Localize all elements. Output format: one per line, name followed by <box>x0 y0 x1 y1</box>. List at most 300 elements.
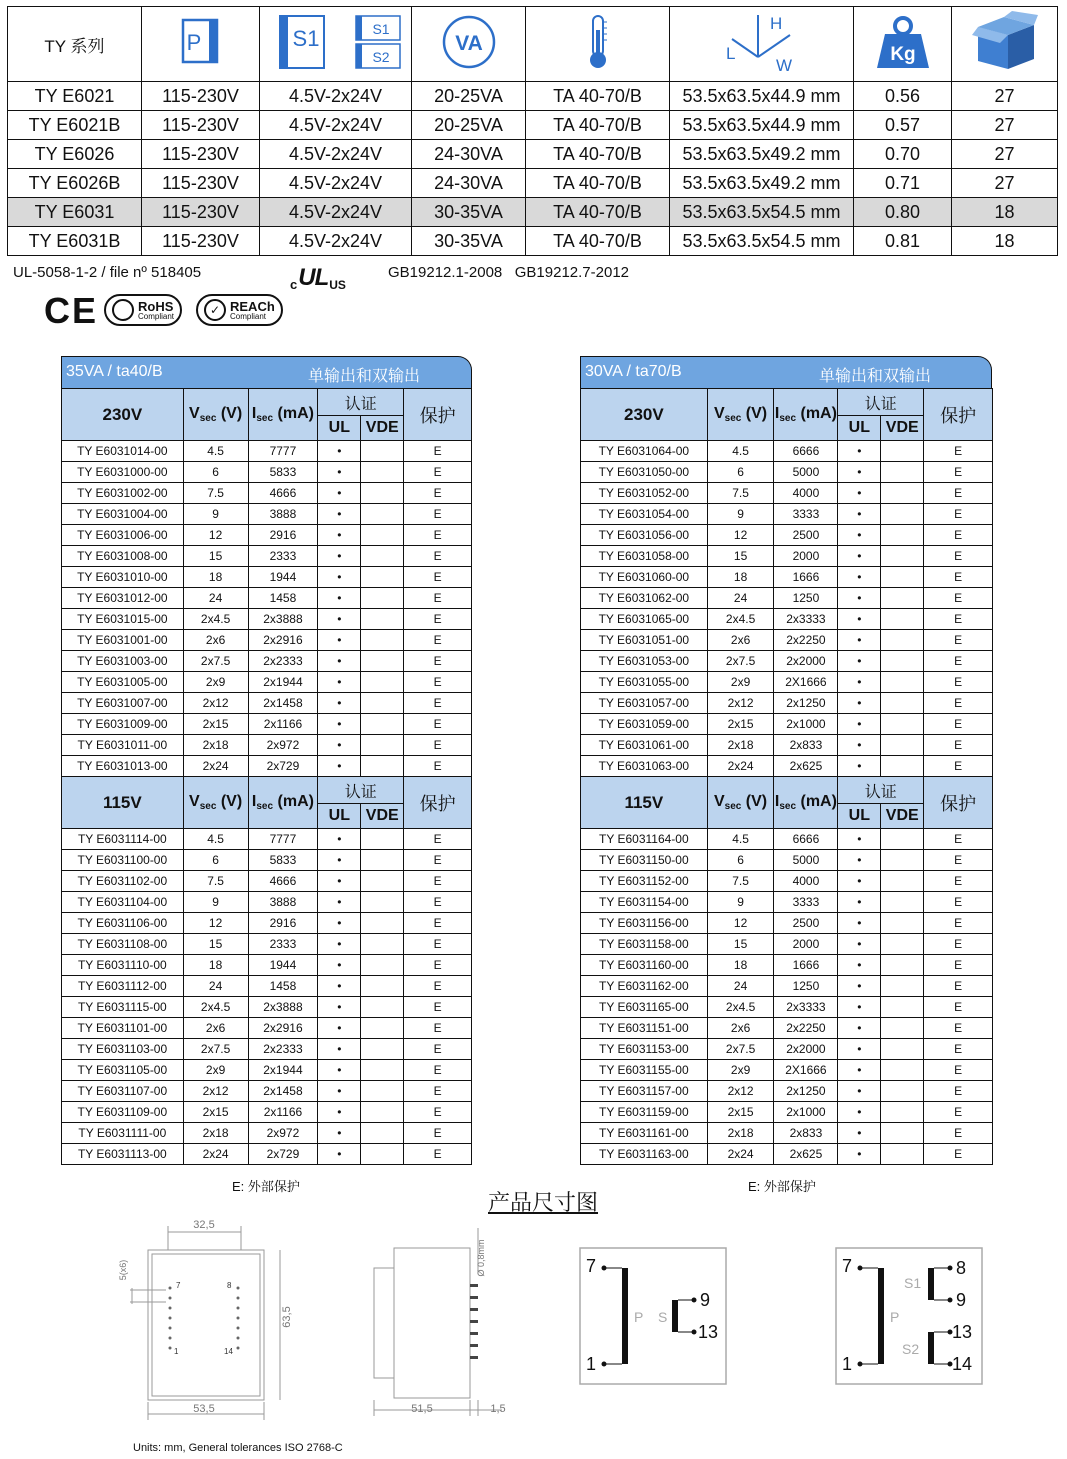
side-pin-diameter: Ø 0,8mm <box>476 1239 486 1277</box>
dual-s2-label: S2 <box>902 1341 920 1357</box>
weight-icon <box>854 7 952 82</box>
part-cell <box>361 504 404 525</box>
part-cell: E <box>924 609 993 630</box>
part-cell <box>361 997 404 1018</box>
part-cell: 2333 <box>248 546 318 567</box>
part-cell: TY E6031106-00 <box>62 913 184 934</box>
part-cell: TY E6031103-00 <box>62 1039 184 1060</box>
part-row <box>62 735 472 756</box>
series-cell: 18 <box>952 198 1058 227</box>
right-panel-tab <box>580 356 992 388</box>
dual-pin-9: 9 <box>956 1290 967 1310</box>
part-row <box>581 955 993 976</box>
parts-header-row <box>62 389 472 416</box>
part-row <box>62 672 472 693</box>
vsec-header: $V_{sec}$ (V) <box>183 777 248 829</box>
part-cell: 2x15 <box>183 1102 248 1123</box>
part-cell: 15 <box>707 934 774 955</box>
part-cell: • <box>318 693 361 714</box>
part-cell: 7.5 <box>707 871 774 892</box>
part-row <box>581 546 993 567</box>
left-parts-table <box>61 388 472 1165</box>
part-cell: 15 <box>183 934 248 955</box>
part-row <box>62 567 472 588</box>
dual-output-schematic <box>834 1246 984 1386</box>
part-cell: 2x2333 <box>248 1039 318 1060</box>
part-cell: 15 <box>707 546 774 567</box>
part-row <box>581 462 993 483</box>
part-cell: 2x9 <box>183 1060 248 1081</box>
part-cell: 1250 <box>774 976 838 997</box>
part-cell <box>361 1102 404 1123</box>
part-row <box>62 609 472 630</box>
dual-pin-14: 14 <box>952 1354 973 1374</box>
part-cell: TY E6031063-00 <box>581 756 708 777</box>
part-row <box>581 756 993 777</box>
part-row <box>62 871 472 892</box>
part-cell: TY E6031013-00 <box>62 756 184 777</box>
dual-s1-label: S1 <box>904 1275 922 1291</box>
part-cell: E <box>924 850 993 871</box>
part-cell: • <box>318 997 361 1018</box>
part-cell: 2x7.5 <box>707 651 774 672</box>
part-cell: E <box>404 483 472 504</box>
protection-header: 保护 <box>404 777 472 829</box>
series-cell: TY E6031B <box>8 227 142 256</box>
part-cell: TY E6031112-00 <box>62 976 184 997</box>
part-cell: 2x6 <box>707 1018 774 1039</box>
part-cell: 2x3333 <box>774 609 838 630</box>
part-cell: E <box>404 997 472 1018</box>
part-cell: • <box>838 483 881 504</box>
protection-header: 保护 <box>924 777 993 829</box>
part-cell: 2x18 <box>707 735 774 756</box>
vde-header: VDE <box>881 804 924 829</box>
vsec-header: $V_{sec}$ (V) <box>707 389 774 441</box>
part-cell: TY E6031165-00 <box>581 997 708 1018</box>
part-cell: TY E6031150-00 <box>581 850 708 871</box>
dual-primary-label: P <box>890 1309 900 1325</box>
part-cell <box>361 934 404 955</box>
part-cell: E <box>404 588 472 609</box>
part-cell: E <box>404 1018 472 1039</box>
isec-header: $I_{sec}$ (mA) <box>774 389 838 441</box>
part-cell: 4.5 <box>707 829 774 850</box>
series-cell: TY E6026 <box>8 140 142 169</box>
series-cell: 53.5x63.5x54.5 mm <box>670 227 854 256</box>
part-cell: • <box>838 934 881 955</box>
part-row <box>581 1102 993 1123</box>
part-cell: TY E6031004-00 <box>62 504 184 525</box>
part-cell: • <box>318 441 361 462</box>
part-cell: 2x1166 <box>248 714 318 735</box>
ce-mark: CE <box>44 290 99 331</box>
part-cell: TY E6031164-00 <box>581 829 708 850</box>
part-cell: 1458 <box>248 976 318 997</box>
part-cell: • <box>838 829 881 850</box>
part-row <box>581 525 993 546</box>
part-cell: 1250 <box>774 588 838 609</box>
checkmark-icon: ✓ <box>204 299 226 321</box>
series-cell: 27 <box>952 111 1058 140</box>
power-icon <box>412 7 526 82</box>
part-cell: • <box>318 1102 361 1123</box>
series-cell: 0.71 <box>854 169 952 198</box>
dimension-drawing-title: 产品尺寸图 <box>488 1191 599 1216</box>
part-cell: • <box>318 892 361 913</box>
part-cell: 2x1000 <box>774 714 838 735</box>
part-cell: • <box>318 1039 361 1060</box>
series-cell: 53.5x63.5x44.9 mm <box>670 111 854 140</box>
vde-header: VDE <box>361 416 404 441</box>
part-cell: 24 <box>707 976 774 997</box>
part-cell: • <box>318 462 361 483</box>
series-cell: 4.5V-2x24V <box>260 198 412 227</box>
part-cell: E <box>924 714 993 735</box>
part-cell: TY E6031113-00 <box>62 1144 184 1165</box>
part-row <box>581 504 993 525</box>
part-cell: E <box>404 630 472 651</box>
part-cell: 2x9 <box>707 672 774 693</box>
dual-pin-8: 8 <box>956 1258 967 1278</box>
right-panel-output-type: 单输出和双输出 <box>819 368 932 385</box>
ul-header: UL <box>318 804 361 829</box>
part-cell: TY E6031011-00 <box>62 735 184 756</box>
series-cell: 24-30VA <box>412 140 526 169</box>
part-cell: 15 <box>183 546 248 567</box>
part-cell: TY E6031052-00 <box>581 483 708 504</box>
part-cell: 2x15 <box>707 1102 774 1123</box>
left-panel-output-type: 单输出和双输出 <box>308 368 421 385</box>
part-cell: TY E6031109-00 <box>62 1102 184 1123</box>
part-cell: TY E6031160-00 <box>581 955 708 976</box>
vde-header: VDE <box>881 416 924 441</box>
series-cell: TY E6026B <box>8 169 142 198</box>
part-cell: 7777 <box>248 441 318 462</box>
part-cell: E <box>404 756 472 777</box>
part-cell: E <box>404 714 472 735</box>
part-cell: 1944 <box>248 955 318 976</box>
part-cell: 2x625 <box>774 1144 838 1165</box>
part-cell: TY E6031151-00 <box>581 1018 708 1039</box>
part-cell: 2x729 <box>248 1144 318 1165</box>
part-cell: TY E6031163-00 <box>581 1144 708 1165</box>
part-cell: • <box>838 1081 881 1102</box>
part-cell: TY E6031102-00 <box>62 871 184 892</box>
part-cell: TY E6031002-00 <box>62 483 184 504</box>
part-cell: TY E6031111-00 <box>62 1123 184 1144</box>
part-cell: 2x1458 <box>248 1081 318 1102</box>
part-cell <box>361 651 404 672</box>
part-cell <box>881 913 924 934</box>
part-cell: TY E6031051-00 <box>581 630 708 651</box>
part-row <box>581 976 993 997</box>
isec-header: $I_{sec}$ (mA) <box>248 777 318 829</box>
part-row <box>581 441 993 462</box>
reach-badge: ✓ REACh Compliant <box>196 294 283 326</box>
part-cell <box>361 714 404 735</box>
series-cell: 0.80 <box>854 198 952 227</box>
part-cell: • <box>838 1102 881 1123</box>
series-row <box>8 111 1058 140</box>
part-cell: E <box>404 913 472 934</box>
part-cell: 18 <box>707 567 774 588</box>
series-cell: 115-230V <box>142 227 260 256</box>
gb-standards-text: GB19212.1-2008 GB19212.7-2012 <box>388 264 630 281</box>
part-row <box>62 1081 472 1102</box>
part-cell <box>881 1039 924 1060</box>
part-cell: TY E6031059-00 <box>581 714 708 735</box>
part-cell: 2x1458 <box>248 693 318 714</box>
part-row <box>581 714 993 735</box>
front-pin-14: 14 <box>224 1347 233 1356</box>
part-cell: • <box>838 546 881 567</box>
part-cell <box>361 756 404 777</box>
part-cell <box>361 976 404 997</box>
part-row <box>62 483 472 504</box>
part-cell: • <box>318 1123 361 1144</box>
series-table <box>7 6 1058 256</box>
part-cell <box>881 483 924 504</box>
part-cell: TY E6031062-00 <box>581 588 708 609</box>
part-cell: • <box>318 1060 361 1081</box>
part-cell: E <box>924 483 993 504</box>
front-pin-1: 1 <box>174 1347 179 1356</box>
front-pin-7: 7 <box>176 1281 181 1290</box>
part-row <box>62 976 472 997</box>
part-cell: • <box>838 672 881 693</box>
left-panel-tab <box>61 356 472 388</box>
part-cell: TY E6031161-00 <box>581 1123 708 1144</box>
part-cell: TY E6031065-00 <box>581 609 708 630</box>
side-depth-dim: 51,5 <box>411 1403 433 1415</box>
part-cell: 2916 <box>248 913 318 934</box>
series-cell: 115-230V <box>142 82 260 111</box>
part-cell <box>881 546 924 567</box>
series-cell: 4.5V-2x24V <box>260 140 412 169</box>
part-cell: 2x12 <box>707 1081 774 1102</box>
single-pin-7: 7 <box>586 1256 597 1276</box>
part-cell: E <box>404 651 472 672</box>
part-cell: E <box>924 976 993 997</box>
part-cell <box>361 1123 404 1144</box>
part-cell: 2x972 <box>248 1123 318 1144</box>
front-height-dim: 63,5 <box>281 1306 293 1328</box>
part-cell: • <box>318 567 361 588</box>
part-cell: TY E6031007-00 <box>62 693 184 714</box>
part-row <box>62 756 472 777</box>
part-row <box>62 546 472 567</box>
part-cell: E <box>924 462 993 483</box>
part-cell: 6 <box>707 462 774 483</box>
part-cell <box>881 651 924 672</box>
part-cell: TY E6031010-00 <box>62 567 184 588</box>
part-cell: 2x6 <box>183 1018 248 1039</box>
part-cell <box>361 1144 404 1165</box>
series-cell: 53.5x63.5x54.5 mm <box>670 198 854 227</box>
part-cell: TY E6031153-00 <box>581 1039 708 1060</box>
series-cell: 0.57 <box>854 111 952 140</box>
parts-header-row <box>581 777 993 804</box>
ul-header: UL <box>838 416 881 441</box>
box-icon <box>952 7 1058 82</box>
part-cell <box>881 1102 924 1123</box>
part-cell: 2x2916 <box>248 630 318 651</box>
part-cell: • <box>318 504 361 525</box>
part-cell: TY E6031058-00 <box>581 546 708 567</box>
part-cell: 6 <box>707 850 774 871</box>
part-cell: 2x6 <box>183 630 248 651</box>
part-cell: 24 <box>707 588 774 609</box>
part-cell <box>881 1060 924 1081</box>
voltage-section-label: 115V <box>62 777 184 829</box>
series-cell: 20-25VA <box>412 82 526 111</box>
part-cell: • <box>838 1039 881 1060</box>
part-cell: 7777 <box>248 829 318 850</box>
certification-header: 认证 <box>318 777 404 804</box>
part-cell: 2x625 <box>774 756 838 777</box>
part-cell: E <box>404 955 472 976</box>
part-cell: • <box>838 630 881 651</box>
certification-header: 认证 <box>318 389 404 416</box>
part-cell: E <box>924 1039 993 1060</box>
part-cell: 5000 <box>774 462 838 483</box>
part-cell: 2333 <box>248 934 318 955</box>
part-cell: 2500 <box>774 913 838 934</box>
series-cell: 115-230V <box>142 169 260 198</box>
part-cell: 6666 <box>774 829 838 850</box>
part-cell: TY E6031000-00 <box>62 462 184 483</box>
part-row <box>581 483 993 504</box>
part-cell: 5833 <box>248 850 318 871</box>
part-cell: 6 <box>183 462 248 483</box>
part-cell: TY E6031015-00 <box>62 609 184 630</box>
part-cell: TY E6031057-00 <box>581 693 708 714</box>
part-cell <box>881 1123 924 1144</box>
part-cell: • <box>838 714 881 735</box>
part-cell: • <box>838 892 881 913</box>
part-cell: E <box>924 546 993 567</box>
part-cell: • <box>838 693 881 714</box>
part-cell: TY E6031156-00 <box>581 913 708 934</box>
part-cell: 2x24 <box>183 756 248 777</box>
part-cell: TY E6031115-00 <box>62 997 184 1018</box>
series-cell: TA 40-70/B <box>526 169 670 198</box>
series-cell: 0.56 <box>854 82 952 111</box>
secondary-voltage-icon <box>260 7 412 82</box>
part-row <box>581 651 993 672</box>
part-cell: 24 <box>183 976 248 997</box>
part-cell <box>361 483 404 504</box>
parts-header-row <box>581 389 993 416</box>
part-cell <box>881 693 924 714</box>
part-cell: 2x6 <box>707 630 774 651</box>
part-cell: 2x4.5 <box>183 997 248 1018</box>
part-cell <box>881 850 924 871</box>
part-cell <box>881 934 924 955</box>
certification-header: 认证 <box>838 389 924 416</box>
part-cell: E <box>404 735 472 756</box>
part-row <box>62 441 472 462</box>
part-cell: E <box>924 630 993 651</box>
part-cell: E <box>404 1102 472 1123</box>
part-cell: TY E6031107-00 <box>62 1081 184 1102</box>
part-cell: E <box>924 756 993 777</box>
part-cell: E <box>404 567 472 588</box>
part-cell <box>881 1018 924 1039</box>
part-cell: 3888 <box>248 892 318 913</box>
front-view-drawing <box>104 1212 304 1422</box>
part-cell: 9 <box>183 504 248 525</box>
single-pin-1: 1 <box>586 1354 597 1374</box>
part-cell: 9 <box>707 892 774 913</box>
part-cell: TY E6031155-00 <box>581 1060 708 1081</box>
part-cell <box>361 672 404 693</box>
part-cell: TY E6031001-00 <box>62 630 184 651</box>
part-cell: • <box>838 609 881 630</box>
part-cell <box>361 829 404 850</box>
part-cell: 2x12 <box>707 693 774 714</box>
part-cell <box>881 829 924 850</box>
series-cell: 0.81 <box>854 227 952 256</box>
part-row <box>62 651 472 672</box>
series-cell: 0.70 <box>854 140 952 169</box>
part-cell: 2x4.5 <box>183 609 248 630</box>
part-row <box>62 1018 472 1039</box>
part-cell: 2x15 <box>707 714 774 735</box>
part-cell: E <box>404 976 472 997</box>
part-cell <box>881 1081 924 1102</box>
part-cell: TY E6031154-00 <box>581 892 708 913</box>
units-note: Units: mm, General tolerances ISO 2768-C <box>133 1442 343 1454</box>
part-cell: 2x12 <box>183 693 248 714</box>
part-cell <box>361 850 404 871</box>
part-cell: • <box>318 609 361 630</box>
part-cell: 18 <box>183 955 248 976</box>
part-cell: 2x24 <box>183 1144 248 1165</box>
part-cell: • <box>318 871 361 892</box>
part-cell: E <box>404 525 472 546</box>
series-cell: TY E6031 <box>8 198 142 227</box>
part-cell: E <box>404 1123 472 1144</box>
part-row <box>581 850 993 871</box>
part-cell: 2x15 <box>183 714 248 735</box>
ul-header: UL <box>318 416 361 441</box>
series-cell: 4.5V-2x24V <box>260 82 412 111</box>
part-row <box>62 525 472 546</box>
series-cell: 115-230V <box>142 111 260 140</box>
vsec-header: $V_{sec}$ (V) <box>707 777 774 829</box>
part-cell: • <box>838 850 881 871</box>
part-cell: E <box>404 871 472 892</box>
part-cell: 1666 <box>774 567 838 588</box>
part-row <box>62 997 472 1018</box>
series-cell: 30-35VA <box>412 198 526 227</box>
part-row <box>581 913 993 934</box>
part-cell: E <box>924 1060 993 1081</box>
part-cell: 2x7.5 <box>183 651 248 672</box>
part-cell: E <box>404 504 472 525</box>
part-cell: • <box>838 525 881 546</box>
part-cell: 2916 <box>248 525 318 546</box>
part-cell <box>361 630 404 651</box>
part-cell <box>361 913 404 934</box>
svg-text:H: H <box>769 13 782 33</box>
part-cell: • <box>318 588 361 609</box>
part-cell: 2x18 <box>707 1123 774 1144</box>
part-cell: 2x2000 <box>774 1039 838 1060</box>
part-cell: 2x7.5 <box>707 1039 774 1060</box>
